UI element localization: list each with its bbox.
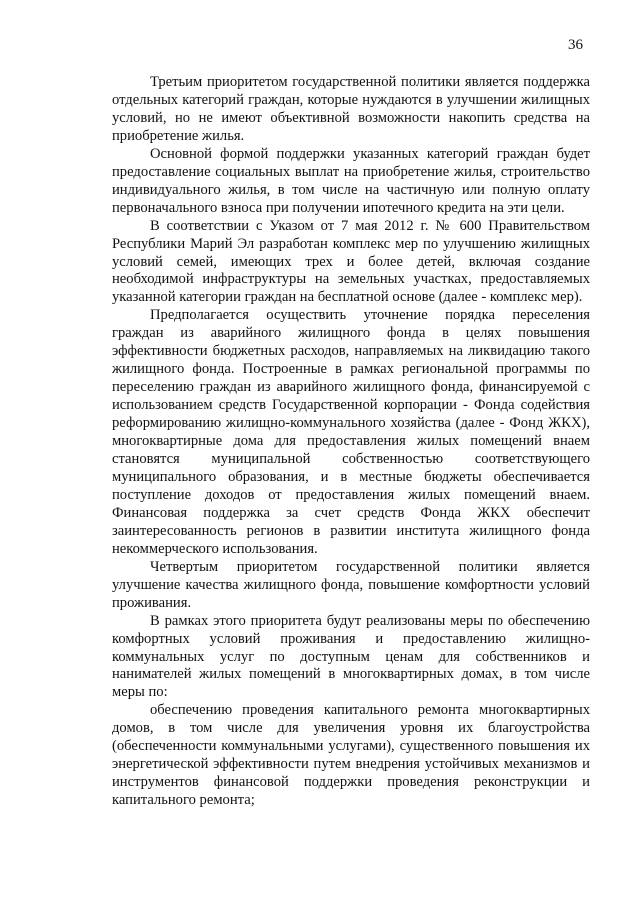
paragraph-resettlement: Предполагается осуществить уточнение порядка переселения граждан из аварийного жилищного фонда в целях повышения эффективности бюджетных расходов, направляемых на ликвидацию такого жилищного фонда. Построенные в рамках региональной программы по переселению граждан из аварийного жилищного фонда, финансируемой с использованием средств Государственной корпорации - Фонда содействия реформированию жилищно-коммунального хозяйства (далее - Фонд ЖКХ), многоквартирные дома для предоставления жилых помещений внаем становятся муниципальной собственностью соответствующего муниципального образования, и в местные бюджеты обеспечивается поступление доходов от предоставления жилых помещений внаем. Финансовая поддержка за счет средств Фонда ЖКХ обеспечит заинтересованность регионов в развитии института жилищного фонда некоммерческого использования. — [112, 307, 590, 557]
paragraph-support-form: Основной формой поддержки указанных категорий граждан будет предоставление социальных выплат на приобретение жилья, строительство индивидуального жилья, в том числе на частичную или полную оплату первоначального взноса при получении ипотечного кредита на эти цели. — [112, 145, 590, 216]
document-body — [112, 74, 590, 810]
paragraph-decree-600: В соответствии с Указом от 7 мая 2012 г. № 600 Правительством Республики Марий Эл разработан комплекс мер по улучшению жилищных условий семей, имеющих трех и более детей, включая создание необходимой инфраструктуры на земельных участках, предоставляемых указанной категории граждан на бесплатной основе (далее - комплекс мер). — [112, 217, 590, 306]
paragraph-fourth-priority: Четвертым приоритетом государственной политики является улучшение качества жилищного фонда, повышение комфортности условий проживания. — [112, 558, 590, 611]
paragraph-capital-repair: обеспечению проведения капитального ремонта многоквартирных домов, в том числе для увеличения уровня их благоустройства (обеспеченности коммунальными услугами), существенного повышения их энергетической эффективности путем внедрения устойчивых механизмов и инструментов финансовой поддержки проведения реконструкции и капитального ремонта; — [112, 702, 590, 809]
paragraph-third-priority: Третьим приоритетом государственной политики является поддержка отдельных категорий граждан, которые нуждаются в улучшении жилищных условий, но не имеют объективной возможности накопить средства на приобретение жилья. — [112, 74, 590, 144]
page-number: 36 — [568, 37, 583, 53]
paragraph-measures-intro: В рамках этого приоритета будут реализованы меры по обеспечению комфортных условий проживания и предоставлению жилищно-коммунальных услуг по доступным ценам для собственников и нанимателей жилых помещений в многоквартирных домах, в том числе меры по: — [112, 612, 590, 701]
